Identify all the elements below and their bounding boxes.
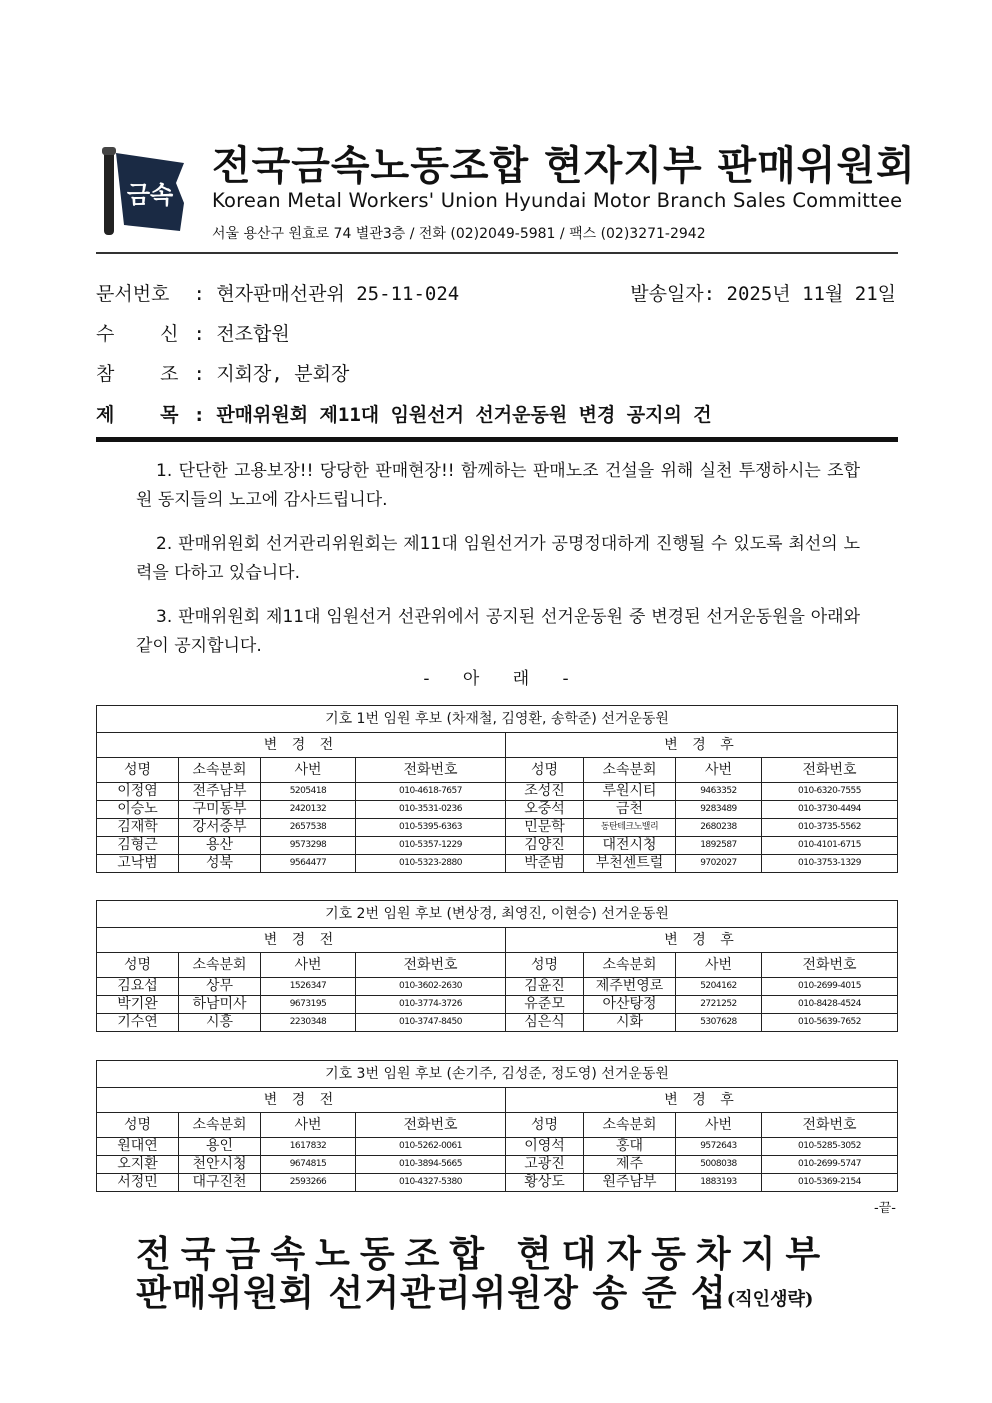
table-cell: 010-6320-7555 <box>762 783 898 801</box>
table-cell: 010-2699-4015 <box>762 978 898 996</box>
table-cell: 2721252 <box>676 996 762 1014</box>
table-cell: 오지환 <box>97 1156 179 1174</box>
table-cell: 조성진 <box>506 783 584 801</box>
column-header: 사번 <box>676 758 762 783</box>
doc-number-value: : 현자판매선관위 25-11-024 <box>193 283 460 305</box>
logo-lettering: 금속 <box>126 181 174 209</box>
column-header: 성명 <box>506 1113 584 1138</box>
table-cell: 제주번영로 <box>584 978 676 996</box>
column-header: 소속분회 <box>584 953 676 978</box>
column-header-row <box>97 953 898 978</box>
after-change-header: 변 경 후 <box>506 733 898 758</box>
table-title: 기호 3번 임원 후보 (손기주, 김성준, 정도영) 선거운동원 <box>97 1061 898 1088</box>
table-cell: 010-5639-7652 <box>762 1014 898 1032</box>
subject-label: 제 목 <box>96 404 179 426</box>
reference-value: : 지회장, 분회장 <box>193 363 350 385</box>
end-mark: -끝- <box>874 1201 896 1216</box>
table-cell: 1526347 <box>261 978 356 996</box>
seal-omitted-note: (직인생략) <box>726 1289 814 1310</box>
table-cell: 010-8428-4524 <box>762 996 898 1014</box>
recipient <box>96 319 290 346</box>
table-title: 기호 2번 임원 후보 (변상경, 최영진, 이현승) 선거운동원 <box>97 901 898 928</box>
after-change-header: 변 경 후 <box>506 928 898 953</box>
group-header-row <box>97 1088 898 1113</box>
table-cell: 하남미사 <box>179 996 261 1014</box>
table-row <box>97 996 898 1014</box>
table-cell: 동탄테크노밸리 <box>584 819 676 837</box>
table-cell: 고광진 <box>506 1156 584 1174</box>
table-cell: 상무 <box>179 978 261 996</box>
table-cell: 오중석 <box>506 801 584 819</box>
table-cell: 기수연 <box>97 1014 179 1032</box>
table-cell: 김양진 <box>506 837 584 855</box>
table-cell: 시흥 <box>179 1014 261 1032</box>
before-change-header: 변 경 전 <box>97 928 506 953</box>
table-cell: 010-5262-0061 <box>356 1138 506 1156</box>
table-cell: 루원시티 <box>584 783 676 801</box>
table-cell: 민문학 <box>506 819 584 837</box>
table-cell: 2230348 <box>261 1014 356 1032</box>
table-title: 기호 1번 임원 후보 (차재철, 김영환, 송학준) 선거운동원 <box>97 706 898 733</box>
table-cell: 010-3894-5665 <box>356 1156 506 1174</box>
table-cell: 2593266 <box>261 1174 356 1192</box>
column-header: 소속분회 <box>179 758 261 783</box>
table-cell: 010-3753-1329 <box>762 855 898 873</box>
table-cell: 5008038 <box>676 1156 762 1174</box>
paragraph-3: 3. 판매위원회 제11대 임원선거 선관위에서 공지된 선거운동원 중 변경된 선거운동원을 아래와 같이 공지합니다. <box>136 607 860 656</box>
table-cell: 9673195 <box>261 996 356 1014</box>
table-cell: 강서중부 <box>179 819 261 837</box>
column-header-row <box>97 1113 898 1138</box>
table-row <box>97 1156 898 1174</box>
table-cell: 김재학 <box>97 819 179 837</box>
table-cell: 고낙범 <box>97 855 179 873</box>
group-header-row <box>97 733 898 758</box>
table-cell: 010-4327-5380 <box>356 1174 506 1192</box>
column-header-row <box>97 758 898 783</box>
table-cell: 김윤진 <box>506 978 584 996</box>
table-cell: 부천센트럴 <box>584 855 676 873</box>
candidate-1-table <box>96 705 898 873</box>
table-cell: 010-3730-4494 <box>762 801 898 819</box>
table-cell: 010-3735-5562 <box>762 819 898 837</box>
candidate-2-table <box>96 900 898 1032</box>
table-cell: 9702027 <box>676 855 762 873</box>
table-cell: 김형근 <box>97 837 179 855</box>
table-row <box>97 837 898 855</box>
table-cell: 9463352 <box>676 783 762 801</box>
signature-org: 전국금속노동조합 현대자동차지부 <box>136 1233 831 1275</box>
after-change-header: 변 경 후 <box>506 1088 898 1113</box>
table-cell: 황상도 <box>506 1174 584 1192</box>
table-row <box>97 783 898 801</box>
table-title-row <box>97 901 898 928</box>
table-cell: 박기완 <box>97 996 179 1014</box>
doc-number-label: 문서번호 <box>96 283 170 305</box>
table-row <box>97 1014 898 1032</box>
table-cell: 금천 <box>584 801 676 819</box>
table-cell: 원대연 <box>97 1138 179 1156</box>
table-cell: 9674815 <box>261 1156 356 1174</box>
table-title-row <box>97 1061 898 1088</box>
send-date-value: 2025년 11월 21일 <box>726 283 896 305</box>
table-cell: 2420132 <box>261 801 356 819</box>
signature-chair <box>136 1265 813 1316</box>
table-row <box>97 801 898 819</box>
table-row <box>97 978 898 996</box>
column-header: 사번 <box>261 758 356 783</box>
column-header: 전화번호 <box>356 953 506 978</box>
table-cell: 5204162 <box>676 978 762 996</box>
table-cell: 용인 <box>179 1138 261 1156</box>
table-cell: 박준범 <box>506 855 584 873</box>
column-header: 사번 <box>261 953 356 978</box>
table-cell: 1617832 <box>261 1138 356 1156</box>
table-cell: 시화 <box>584 1014 676 1032</box>
table-cell: 1883193 <box>676 1174 762 1192</box>
candidate-3-table <box>96 1060 898 1192</box>
subject <box>96 400 712 427</box>
table-cell: 010-2699-5747 <box>762 1156 898 1174</box>
table-cell: 천안시청 <box>179 1156 261 1174</box>
union-logo <box>96 143 188 239</box>
before-change-header: 변 경 전 <box>97 1088 506 1113</box>
org-title: 전국금속노동조합 현자지부 판매위원회 <box>212 143 916 189</box>
table-cell: 010-4618-7657 <box>356 783 506 801</box>
subject-value: : 판매위원회 제11대 임원선거 선거운동원 변경 공지의 건 <box>193 404 712 426</box>
reference <box>96 359 349 386</box>
table-cell: 이영석 <box>506 1138 584 1156</box>
table-cell: 9572643 <box>676 1138 762 1156</box>
column-header: 전화번호 <box>762 1113 898 1138</box>
column-header: 성명 <box>97 953 179 978</box>
before-change-header: 변 경 전 <box>97 733 506 758</box>
table-cell: 5307628 <box>676 1014 762 1032</box>
table-row <box>97 1174 898 1192</box>
table-cell: 010-5323-2880 <box>356 855 506 873</box>
table-cell: 이승노 <box>97 801 179 819</box>
column-header: 전화번호 <box>356 1113 506 1138</box>
column-header: 전화번호 <box>762 953 898 978</box>
group-header-row <box>97 928 898 953</box>
table-cell: 010-5369-2154 <box>762 1174 898 1192</box>
table-row <box>97 855 898 873</box>
signature-chair-name: 판매위원회 선거관리위원장 송 준 섭 <box>136 1272 727 1314</box>
column-header: 사번 <box>676 1113 762 1138</box>
table-cell: 010-3531-0236 <box>356 801 506 819</box>
table-cell: 2657538 <box>261 819 356 837</box>
table-cell: 010-5285-3052 <box>762 1138 898 1156</box>
table-cell: 9283489 <box>676 801 762 819</box>
column-header: 성명 <box>506 758 584 783</box>
table-cell: 010-3747-8450 <box>356 1014 506 1032</box>
table-cell: 심은식 <box>506 1014 584 1032</box>
column-header: 성명 <box>506 953 584 978</box>
send-date-label: 발송일자: <box>630 283 716 305</box>
recipient-label: 수 신 <box>96 323 179 345</box>
table-cell: 제주 <box>584 1156 676 1174</box>
column-header: 소속분회 <box>584 758 676 783</box>
doc-number <box>96 279 459 306</box>
column-header: 전화번호 <box>356 758 506 783</box>
table-cell: 전주남부 <box>179 783 261 801</box>
column-header: 전화번호 <box>762 758 898 783</box>
column-header: 성명 <box>97 758 179 783</box>
table-cell: 홍대 <box>584 1138 676 1156</box>
table-cell: 원주남부 <box>584 1174 676 1192</box>
table-cell: 아산탕정 <box>584 996 676 1014</box>
table-cell: 서정민 <box>97 1174 179 1192</box>
org-address: 서울 용산구 원효로 74 별관3층 / 전화 (02)2049-5981 / 팩스 (02)3271-2942 <box>212 226 706 242</box>
column-header: 성명 <box>97 1113 179 1138</box>
table-cell: 대전시청 <box>584 837 676 855</box>
column-header: 소속분회 <box>584 1113 676 1138</box>
recipient-value: : 전조합원 <box>193 323 290 345</box>
table-cell: 1892587 <box>676 837 762 855</box>
notice-heading: - 아 래 - <box>423 669 569 689</box>
table-cell: 김요섭 <box>97 978 179 996</box>
table-title-row <box>97 706 898 733</box>
table-row <box>97 819 898 837</box>
meta-divider <box>96 437 898 442</box>
reference-label: 참 조 <box>96 363 179 385</box>
table-cell: 010-3602-2630 <box>356 978 506 996</box>
table-cell: 010-5395-6363 <box>356 819 506 837</box>
send-date <box>630 279 896 306</box>
table-row <box>97 1138 898 1156</box>
table-cell: 9573298 <box>261 837 356 855</box>
column-header: 소속분회 <box>179 1113 261 1138</box>
table-cell: 용산 <box>179 837 261 855</box>
table-cell: 유준모 <box>506 996 584 1014</box>
paragraph-2: 2. 판매위원회 선거관리위원회는 제11대 임원선거가 공명정대하게 진행될 수 있도록 최선의 노력을 다하고 있습니다. <box>136 534 860 583</box>
table-cell: 9564477 <box>261 855 356 873</box>
org-title-en: Korean Metal Workers' Union Hyundai Motor Branch Sales Committee <box>212 189 903 212</box>
header-divider <box>96 252 898 254</box>
column-header: 소속분회 <box>179 953 261 978</box>
table-cell: 010-4101-6715 <box>762 837 898 855</box>
table-cell: 성북 <box>179 855 261 873</box>
table-cell: 010-5357-1229 <box>356 837 506 855</box>
column-header: 사번 <box>676 953 762 978</box>
table-cell: 구미동부 <box>179 801 261 819</box>
table-cell: 이정염 <box>97 783 179 801</box>
table-cell: 5205418 <box>261 783 356 801</box>
table-cell: 2680238 <box>676 819 762 837</box>
paragraph-1: 1. 단단한 고용보장!! 당당한 판매현장!! 함께하는 판매노조 건설을 위해 실천 투쟁하시는 조합원 동지들의 노고에 감사드립니다. <box>136 461 860 510</box>
table-cell: 대구진천 <box>179 1174 261 1192</box>
column-header: 사번 <box>261 1113 356 1138</box>
table-cell: 010-3774-3726 <box>356 996 506 1014</box>
